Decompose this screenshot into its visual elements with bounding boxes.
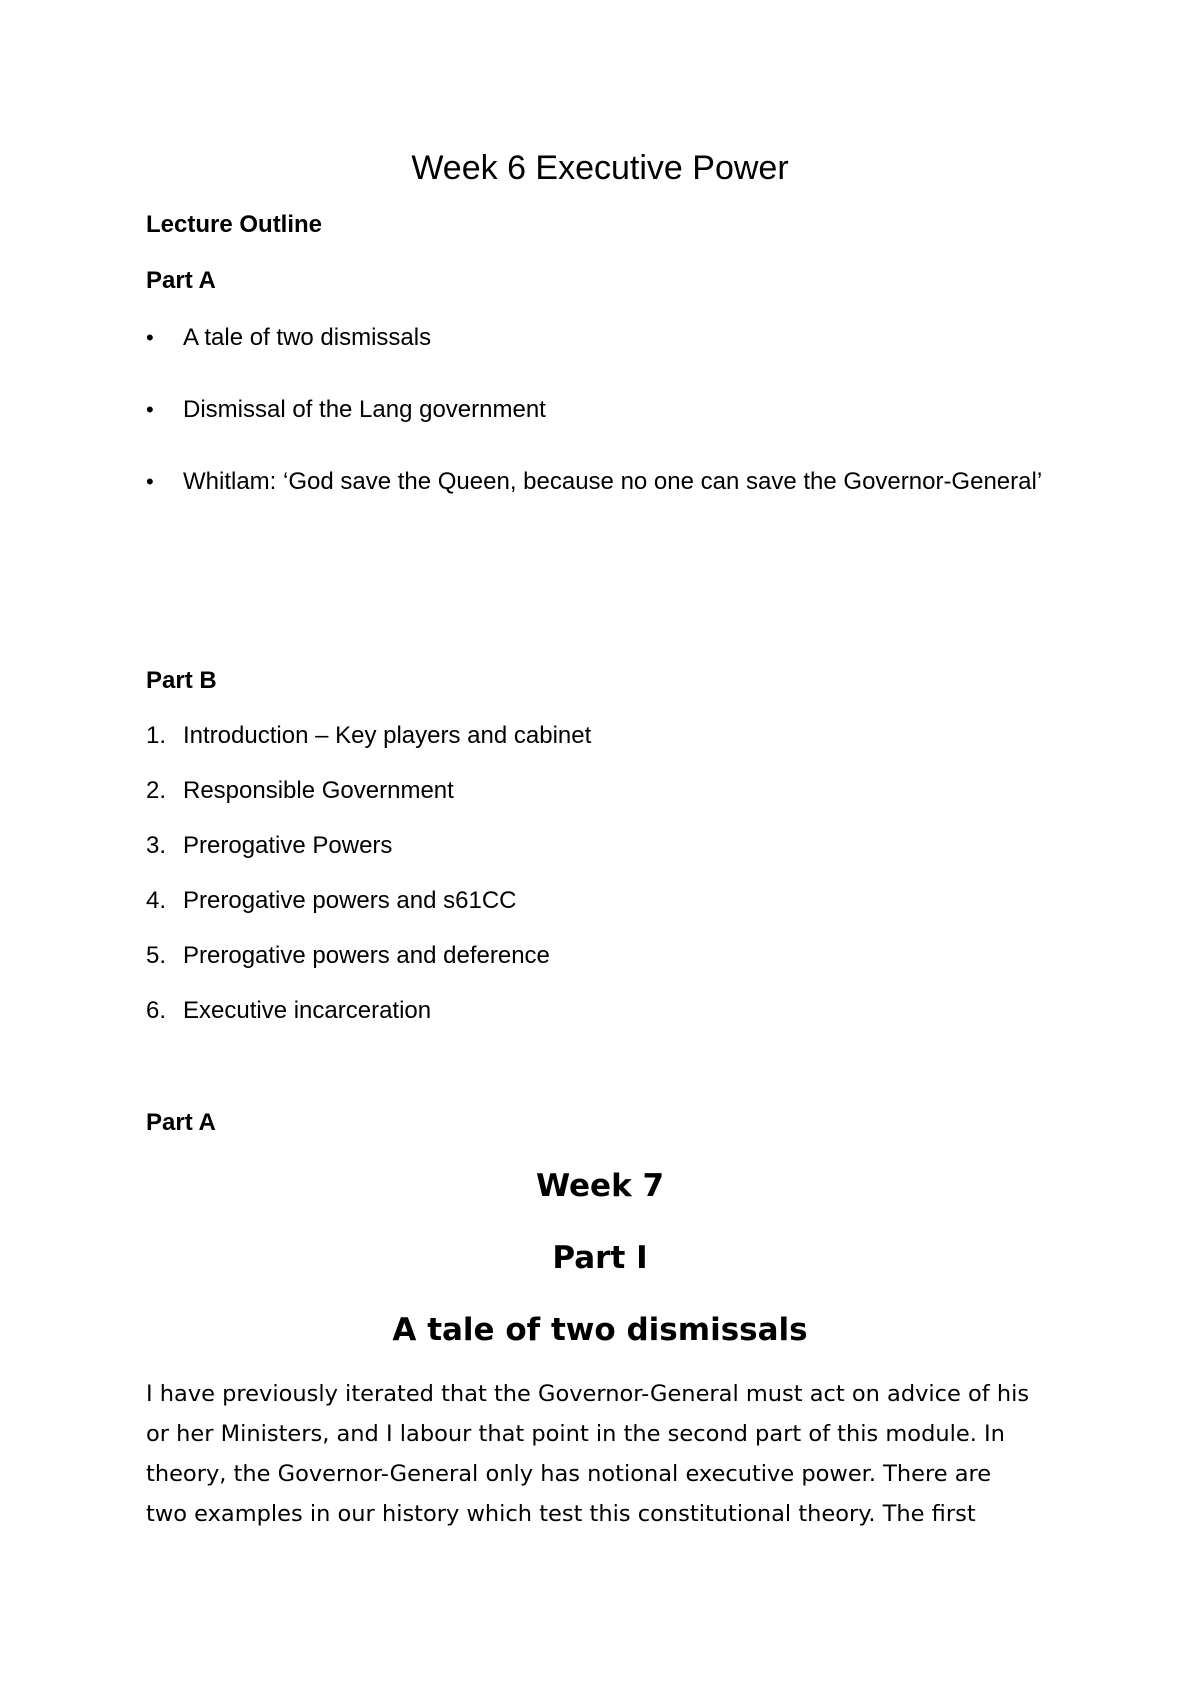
bullet-text: Dismissal of the Lang government bbox=[183, 396, 546, 423]
item-text: Introduction – Key players and cabinet bbox=[183, 722, 592, 749]
part-a-heading: Part A bbox=[146, 267, 216, 294]
item-number: 6. bbox=[146, 997, 167, 1024]
numbered-item bbox=[146, 941, 550, 971]
item-number: 4. bbox=[146, 887, 167, 914]
item-text: Responsible Government bbox=[183, 777, 454, 804]
numbered-item bbox=[146, 831, 392, 861]
bullet-dot: • bbox=[146, 325, 154, 350]
paragraph-line: two examples in our history which test this constitutional theory. The first bbox=[146, 1501, 976, 1527]
body-paragraph bbox=[146, 1374, 1076, 1534]
item-number: 3. bbox=[146, 832, 167, 859]
bullet-dot: • bbox=[146, 397, 154, 422]
numbered-item bbox=[146, 886, 517, 916]
item-text: Prerogative powers and deference bbox=[183, 942, 550, 969]
item-number: 5. bbox=[146, 942, 167, 969]
item-text: Executive incarceration bbox=[183, 997, 432, 1024]
bullet-item bbox=[146, 392, 1046, 428]
paragraph-line: or her Ministers, and I labour that point in the second part of this module. In bbox=[146, 1421, 1005, 1447]
part-a-heading-2: Part A bbox=[146, 1109, 216, 1136]
bullet-item bbox=[146, 320, 1046, 356]
part-i-heading: Part I bbox=[552, 1240, 648, 1276]
document-title: Week 6 Executive Power bbox=[411, 149, 789, 187]
lecture-outline-heading: Lecture Outline bbox=[146, 211, 323, 238]
item-text: Prerogative powers and s61CC bbox=[183, 887, 517, 914]
item-number: 1. bbox=[146, 722, 167, 749]
numbered-item bbox=[146, 776, 454, 806]
numbered-item bbox=[146, 996, 431, 1026]
part-b-heading: Part B bbox=[146, 667, 217, 694]
section-heading: A tale of two dismissals bbox=[392, 1312, 808, 1348]
item-number: 2. bbox=[146, 777, 167, 804]
paragraph-line: I have previously iterated that the Governor-General must act on advice of his bbox=[146, 1381, 1030, 1407]
bullet-text: A tale of two dismissals bbox=[183, 324, 432, 351]
numbered-item bbox=[146, 721, 591, 751]
item-text: Prerogative Powers bbox=[183, 832, 393, 859]
bullet-text: Whitlam: ‘God save the Queen, because no one can save the Governor-General’ bbox=[183, 468, 1043, 495]
paragraph-line: theory, the Governor-General only has notional executive power. There are bbox=[146, 1461, 992, 1487]
bullet-item bbox=[146, 464, 1046, 500]
week7-heading: Week 7 bbox=[535, 1168, 665, 1204]
bullet-dot: • bbox=[146, 469, 154, 494]
